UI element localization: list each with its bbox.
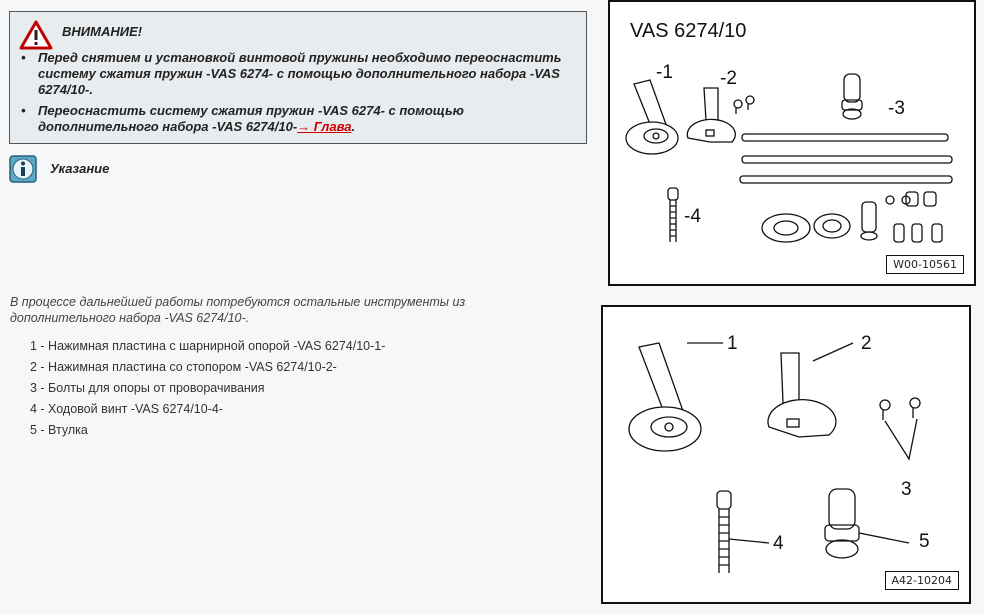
callout-4: 4 [773, 533, 784, 554]
warning-list [18, 50, 578, 140]
warning-icon [19, 20, 53, 50]
warning-box [9, 11, 587, 144]
warning-bullet-2-text: Переоснастить систему сжатия пружин -VAS 6274- с помощью дополнительного набора -VAS 6274/10- [38, 103, 464, 134]
figure-code: W00-10561 [886, 255, 964, 274]
callout-5: 5 [919, 531, 930, 552]
callout-1: 1 [727, 333, 738, 354]
tools-detail-drawing [603, 307, 969, 602]
intro-text: В процессе дальнейшей работы потребуются остальные инструменты из дополнительного набора -VAS 6274/10-. [10, 295, 466, 325]
list-item: 5 - Втулка [30, 423, 88, 437]
chapter-link[interactable]: → Глава [297, 119, 352, 134]
warning-title: ВНИМАНИЕ! [62, 24, 143, 39]
callout-1: -1 [656, 62, 673, 83]
list-item: 3 - Болты для опоры от проворачивания [30, 381, 265, 395]
figure-tools-detail [601, 305, 971, 604]
list-item: 1 - Нажимная пластина с шарнирной опорой -VAS 6274/10-1- [30, 339, 386, 353]
figure-code: A42-10204 [885, 571, 959, 590]
warning-bullet-2 [18, 103, 578, 135]
warning-bullet-1: • Перед снятием и установкой винтовой пружины необходимо переоснастить систему сжатия пружин -VAS 6274- с помощью дополнительного набора -VAS 6274/10-. [18, 50, 578, 98]
figure-title: VAS 6274/10 [630, 20, 747, 42]
callout-3: 3 [901, 479, 912, 500]
callout-2: -2 [720, 68, 737, 89]
list-item: 2 - Нажимная пластина со стопором -VAS 6274/10-2- [30, 360, 337, 374]
callout-2: 2 [861, 333, 872, 354]
tool-set-drawing [610, 2, 974, 284]
info-icon [9, 155, 37, 183]
list-item: 4 - Ходовой винт -VAS 6274/10-4- [30, 402, 223, 416]
tool-list [30, 336, 385, 441]
warning-bullet-2-end: . [351, 119, 356, 134]
callout-4: -4 [684, 206, 701, 227]
note-label: Указание [50, 161, 110, 176]
callout-3: -3 [888, 98, 905, 119]
figure-vas-set [608, 0, 976, 286]
